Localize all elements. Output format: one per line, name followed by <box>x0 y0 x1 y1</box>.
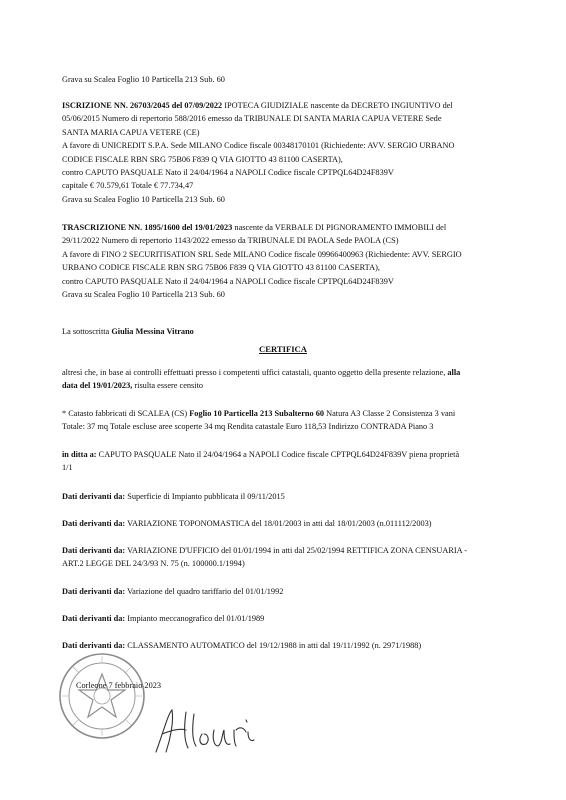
text-line <box>62 221 524 234</box>
text-line: capitale € 70.579,61 Totale € 77.734,47 <box>62 181 194 191</box>
trascrizione-heading: TRASCRIZIONE NN. 1895/1600 del 19/01/2023 <box>62 223 233 232</box>
text-line: 29/11/2022 Numero di repertorio 1143/2022 emesso da TRIBUNALE DI PAOLA Sede PAOLA (CS) <box>62 236 399 246</box>
text-line <box>62 325 524 338</box>
text-line <box>62 407 524 420</box>
text-line <box>62 448 524 461</box>
cadastral-entry <box>62 407 524 434</box>
text-span: VARIAZIONE D'UFFICIO del 01/01/1994 in atti dal 25/02/1994 RETTIFICA ZONA CENSUARIA - <box>127 546 467 555</box>
text-span: La sottoscritta <box>62 327 112 336</box>
text-line: URBANO CODICE FISCALE RBN SRG 75B06 F839 Q VIA GIOTTO 43 81100 CASERTA), <box>62 263 380 273</box>
text-span: risulta essere censito <box>134 381 204 391</box>
text-line <box>62 366 524 379</box>
text-span: in ditta a: <box>62 450 97 459</box>
text-line: SANTA MARIA CAPUA VETERE (CE) <box>62 127 200 137</box>
text-span: Dati derivanti da: <box>62 492 126 501</box>
signatory-name: Giulia Messina Vitrano <box>111 327 194 336</box>
text-span: Impianto meccanografico del 01/01/1989 <box>127 614 265 623</box>
text-line: A favore di UNICREDIT S.P.A. Sede MILANO Codice fiscale 00348170101 (Richiedente: AVV. SERGIO URBANO <box>62 141 455 151</box>
text-line: CODICE FISCALE RBN SRG 75B06 F839 Q VIA GIOTTO 43 81100 CASERTA), <box>62 154 343 164</box>
official-stamp <box>56 650 148 742</box>
text-span: altresì che, in base ai controlli effettuati presso i competenti uffici catastali, quanto oggetto della presente relazione, <box>62 368 446 377</box>
iscrizione-block <box>62 99 524 206</box>
text-span: Variazione del quadro tariffario del 01/01/1992 <box>127 587 284 596</box>
signatory-line <box>62 325 524 338</box>
place-date: Corleone 7 febbraio 2023 <box>76 681 162 690</box>
text-span: CAPUTO PASQUALE Nato il 24/04/1964 a NAPOLI Codice fiscale CPTPQL64D24F839V piena proprietà <box>98 450 460 459</box>
text-span: Dati derivanti da: <box>62 641 126 650</box>
text-line <box>62 99 524 112</box>
text-line <box>62 612 524 625</box>
text-line <box>62 517 524 530</box>
text-line <box>62 379 524 392</box>
derivation-row <box>62 612 524 625</box>
text-span: data del 19/01/2023, <box>62 381 133 391</box>
derivation-row <box>62 517 524 530</box>
text-span: Superficie di Impianto pubblicata il 09/11/2015 <box>127 492 285 501</box>
text-span: CLASSAMENTO AUTOMATICO del 19/12/1988 in atti dal 19/11/1992 (n. 2971/1988) <box>127 641 422 650</box>
text-span: alla <box>447 368 461 377</box>
text-line <box>62 490 524 503</box>
text-line <box>62 544 524 557</box>
text-line: Grava su Scalea Foglio 10 Particella 213 Sub. 60 <box>62 290 225 300</box>
derivation-row <box>62 544 524 571</box>
text-span: Dati derivanti da: <box>62 546 126 555</box>
text-line: contro CAPUTO PASQUALE Nato il 24/04/1964 a NAPOLI Codice fiscale CPTPQL64D24F839V <box>62 168 394 178</box>
certification-statement <box>62 366 524 393</box>
encumbrance-line <box>62 73 524 86</box>
text-span: Dati derivanti da: <box>62 587 126 596</box>
derivation-row <box>62 585 524 598</box>
text-span: Dati derivanti da: <box>62 519 126 528</box>
trascrizione-block <box>62 221 524 301</box>
ownership-entry <box>62 448 524 475</box>
text-span: IPOTECA GIUDIZIALE nascente da DECRETO INGIUNTIVO del <box>224 101 453 110</box>
text-line: ART.2 LEGGE DEL 24/3/93 N. 75 (n. 100000.1/1994) <box>62 559 245 569</box>
text-span: Natura A3 Classe 2 Consistenza 3 vani <box>326 409 456 418</box>
text-line: Grava su Scalea Foglio 10 Particella 213 Sub. 60 <box>62 75 225 84</box>
text-span: * Catasto fabbricati di SCALEA (CS) <box>62 409 188 418</box>
text-span: Dati derivanti da: <box>62 614 126 623</box>
text-span: Foglio 10 Particella 213 Subalterno 60 <box>189 409 325 418</box>
text-line: A favore di FINO 2 SECURITISATION SRL Sede MILANO Codice fiscale 09966400963 (Richiedente: AVV. SERGIO <box>62 249 462 259</box>
text-line: contro CAPUTO PASQUALE Nato il 24/04/1964 a NAPOLI Codice fiscale CPTPQL64D24F839V <box>62 276 394 286</box>
text-line: 1/1 <box>62 463 73 473</box>
text-line: 05/06/2015 Numero di repertorio 588/2016 emesso da TRIBUNALE DI SANTA MARIA CAPUA VETERE Sede <box>62 114 442 124</box>
derivation-row <box>62 490 524 503</box>
text-span: nascente da VERBALE DI PIGNORAMENTO IMMOBILI del <box>234 223 447 232</box>
certifica-heading: CERTIFICA <box>259 344 307 354</box>
text-line: Grava su Scalea Foglio 10 Particella 213 Sub. 60 <box>62 194 225 204</box>
iscrizione-heading: ISCRIZIONE NN. 26703/2045 del 07/09/2022 <box>62 101 223 110</box>
text-line <box>62 585 524 598</box>
text-line: Totale: 37 mq Totale escluse aree scoperte 34 mq Rendita catastale Euro 118,53 Indirizzo CONTRADA Piano 3 <box>62 422 434 432</box>
text-span: VARIAZIONE TOPONOMASTICA del 18/01/2003 in atti dal 18/01/2003 (n.011112/2003) <box>127 519 432 528</box>
handwritten-signature <box>150 700 260 760</box>
